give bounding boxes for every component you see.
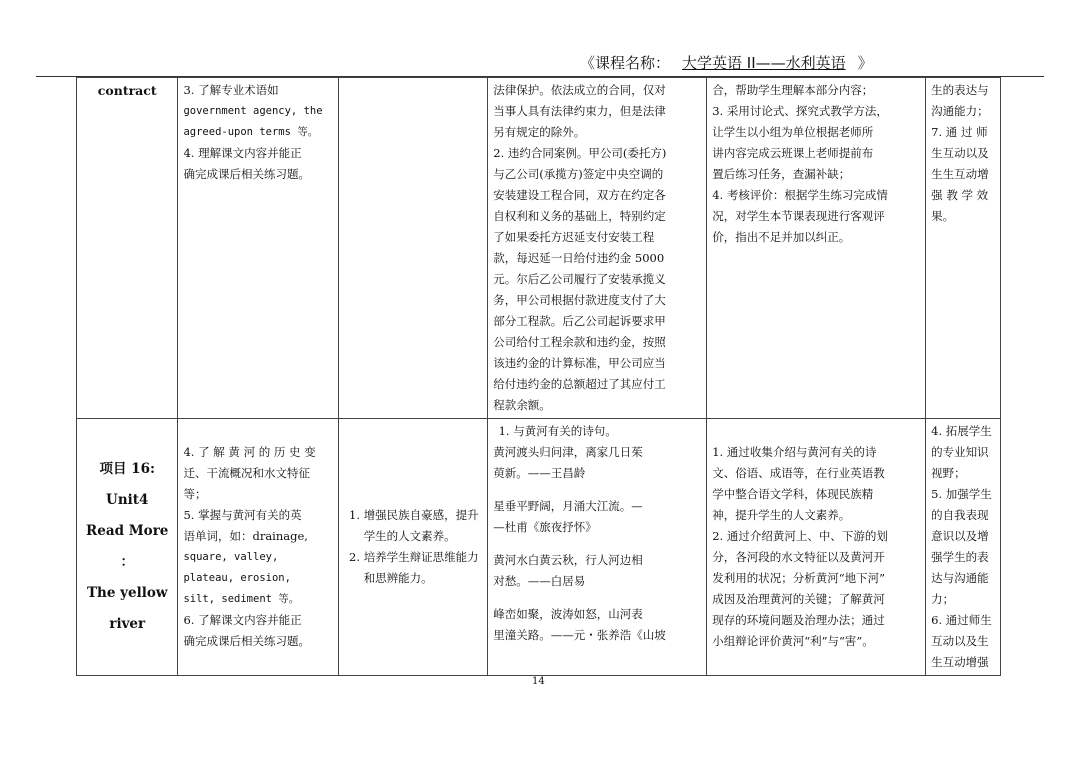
content-heading: 1. 与黄河有关的诗句。 bbox=[513, 421, 701, 442]
poem-line: 里潼关路。——元・张养浩《山坡 bbox=[493, 628, 666, 642]
table-row-yellow-river bbox=[77, 419, 1001, 676]
poem-block bbox=[493, 496, 701, 538]
poem-line: 萸新。——王昌龄 bbox=[493, 466, 586, 480]
poem-line: 峰峦如聚，波涛如怒，山河表 bbox=[493, 607, 643, 621]
poem-line: 对愁。——白居易 bbox=[493, 574, 586, 588]
method-line: 合，帮助学生理解本部分内容； bbox=[712, 83, 874, 97]
course-header bbox=[580, 52, 1000, 74]
ideology-item: 2. 培养学生辩证思维能力和思辨能力。 bbox=[364, 547, 483, 589]
content-line: 程款余额。 bbox=[493, 398, 551, 412]
course-name: 大学英语 II——水利英语 bbox=[682, 54, 846, 72]
content-line: 另有规定的除外。 bbox=[493, 125, 586, 139]
goal-line: 生生互动增 bbox=[931, 167, 989, 181]
content-line: 公司给付工程余款和违约金，按照 bbox=[493, 335, 666, 349]
poem-line: —杜甫《旅夜抒怀》 bbox=[493, 520, 597, 534]
method-line: 置后练习任务，查漏补缺； bbox=[712, 167, 851, 181]
objective-line: 迁、干流概况和水文特征 bbox=[183, 466, 310, 480]
content-line: 元。尔后乙公司履行了安装承揽义 bbox=[493, 272, 666, 286]
poem-line: 黄河渡头归问津，离家几日茱 bbox=[493, 445, 643, 459]
goals-cell bbox=[926, 78, 1001, 419]
method-line: 神，提升学生的人文素养。 bbox=[712, 508, 851, 522]
goal-line: 4. 拓展学生 bbox=[931, 424, 992, 438]
objective-line: 4. 了 解 黄 河 的 历 史 变 bbox=[183, 445, 316, 459]
method-line: 让学生以小组为单位根据老师所 bbox=[712, 125, 874, 139]
content-cell bbox=[488, 78, 707, 419]
topic-line: Read More ： bbox=[86, 523, 169, 570]
goal-line: 5. 加强学生 bbox=[931, 487, 992, 501]
content-line: 2. 违约合同案例。甲公司(委托方) bbox=[493, 146, 667, 160]
objective-line: plateau, erosion, bbox=[183, 572, 291, 584]
content-line: 法律保护。依法成立的合同，仅对 bbox=[493, 83, 666, 97]
method-cell bbox=[707, 419, 926, 676]
method-line: 现存的环境问题及治理办法；通过 bbox=[712, 613, 885, 627]
objective-line: 等； bbox=[183, 487, 207, 501]
goal-line: 视野； bbox=[931, 466, 966, 480]
goal-line: 互动以及生 bbox=[931, 634, 989, 648]
method-line: 讲内容完成云班课上老师提前布 bbox=[712, 146, 874, 160]
objective-line: square, valley, bbox=[183, 551, 279, 563]
goal-line: 6. 通过师生 bbox=[931, 613, 992, 627]
objective-line: 5. 掌握与黄河有关的英 bbox=[183, 508, 302, 522]
content-line: 款，每迟延一日给付违约金 5000 bbox=[493, 251, 665, 265]
topic-line: The yellow bbox=[87, 585, 168, 601]
method-line: 学中整合语文学科，体现民族精 bbox=[712, 487, 874, 501]
poem-block bbox=[493, 550, 701, 592]
method-line: 价，指出不足并加以纠正。 bbox=[712, 230, 851, 244]
goal-line: 强 教 学 效 bbox=[931, 188, 989, 202]
topic-label: contract bbox=[97, 83, 157, 98]
goals-cell bbox=[926, 419, 1001, 676]
method-line: 发利用的状况；分析黄河“地下河” bbox=[712, 571, 885, 585]
topic-cell bbox=[77, 419, 178, 676]
goal-line: 的自我表现 bbox=[931, 508, 989, 522]
objective-line: 确完成课后相关练习题。 bbox=[183, 634, 310, 648]
ideology-cell bbox=[338, 78, 488, 419]
topic-line: Unit4 bbox=[106, 492, 149, 508]
method-line: 分，各河段的水文特征以及黄河开 bbox=[712, 550, 885, 564]
content-line: 了如果委托方迟延支付安装工程 bbox=[493, 230, 655, 244]
content-line: 安装建设工程合同，双方在约定各 bbox=[493, 188, 666, 202]
ideology-cell bbox=[338, 419, 488, 676]
header-prefix: 《课程名称： bbox=[580, 54, 671, 72]
objective-line: silt, sediment 等。 bbox=[183, 593, 300, 605]
table-row-contract bbox=[77, 78, 1001, 419]
content-cell bbox=[488, 419, 707, 676]
objectives-cell bbox=[178, 419, 338, 676]
poem-line: 星垂平野阔，月涌大江流。— bbox=[493, 499, 643, 513]
goal-line: 的专业知识 bbox=[931, 445, 989, 459]
method-line: 成因及治理黄河的关键；了解黄河 bbox=[712, 592, 885, 606]
method-line: 1. 通过收集介绍与黄河有关的诗 bbox=[712, 445, 877, 459]
objective-line: agreed-upon terms 等。 bbox=[183, 126, 319, 138]
goal-line: 生互动增强 bbox=[931, 655, 989, 669]
ideology-item: 1. 增强民族自豪感，提升学生的人文素养。 bbox=[364, 505, 483, 547]
content-line: 自权利和义务的基础上，特别约定 bbox=[493, 209, 666, 223]
goal-line: 7. 通 过 师 bbox=[931, 125, 988, 139]
content-line: 与乙公司(承揽方)签定中央空调的 bbox=[493, 167, 664, 181]
method-line: 3. 采用讨论式、探究式教学方法， bbox=[712, 104, 888, 118]
topic-cell bbox=[77, 78, 178, 419]
content-line: 部分工程款。后乙公司起诉要求甲 bbox=[493, 314, 666, 328]
header-suffix: 》 bbox=[857, 54, 873, 72]
goal-line: 生的表达与 bbox=[931, 83, 989, 97]
goal-line: 达与沟通能 bbox=[931, 571, 989, 585]
method-line: 4. 考核评价：根据学生练习完成情 bbox=[712, 188, 888, 202]
objectives-cell bbox=[178, 78, 338, 419]
method-line: 况，对学生本节课表现进行客观评 bbox=[712, 209, 885, 223]
objective-line: 6. 了解课文内容并能正 bbox=[183, 613, 302, 627]
ideology-list bbox=[344, 505, 483, 589]
goal-line: 强学生的表 bbox=[931, 550, 989, 564]
content-line: 给付违约金的总额超过了其应付工 bbox=[493, 377, 666, 391]
objective-line: 确完成课后相关练习题。 bbox=[183, 167, 310, 181]
poem-block bbox=[493, 604, 701, 646]
content-list bbox=[493, 421, 701, 442]
method-line: 2. 通过介绍黄河上、中、下游的划 bbox=[712, 529, 888, 543]
objective-line: 语单词，如：drainage, bbox=[183, 529, 308, 543]
syllabus-table bbox=[76, 77, 1001, 676]
goal-line: 意识以及增 bbox=[931, 529, 989, 543]
goal-line: 沟通能力； bbox=[931, 104, 989, 118]
objective-line: government agency, the bbox=[183, 105, 323, 117]
goal-line: 力； bbox=[931, 592, 955, 606]
poem-line: 黄河水白黄云秋，行人河边相 bbox=[493, 553, 643, 567]
goal-line: 生互动以及 bbox=[931, 146, 989, 160]
method-line: 文、俗语、成语等，在行业英语教 bbox=[712, 466, 885, 480]
topic-line: river bbox=[109, 616, 146, 632]
content-line: 当事人具有法律约束力，但是法律 bbox=[493, 104, 666, 118]
objective-line: 4. 理解课文内容并能正 bbox=[183, 146, 302, 160]
poem-block bbox=[493, 442, 701, 484]
objective-line: 3. 了解专业术语如 bbox=[183, 83, 279, 97]
content-line: 务，甲公司根据付款进度支付了大 bbox=[493, 293, 666, 307]
method-cell bbox=[707, 78, 926, 419]
method-line: 小组辩论评价黄河“利”与“害”。 bbox=[712, 634, 874, 648]
content-line: 该违约金的计算标准，甲公司应当 bbox=[493, 356, 666, 370]
goal-line: 果。 bbox=[931, 209, 955, 223]
page-number: 14 bbox=[532, 676, 545, 687]
topic-line: 项目 16: bbox=[99, 461, 155, 477]
